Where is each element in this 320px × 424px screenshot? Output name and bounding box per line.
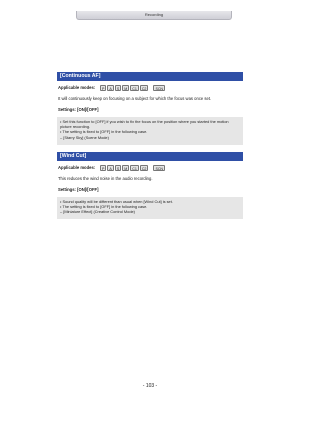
mode-scn-icon: SCN (155, 167, 164, 171)
note-line: • Sound quality will be different than usual when [Wind Cut] is set. (60, 199, 173, 204)
mode-scn-icon: SCN (155, 87, 164, 91)
mode-c1-icon: C1 (132, 167, 137, 171)
mode-c2-icon: C2 (141, 87, 147, 91)
chapter-header: Recording (76, 11, 232, 20)
section-description: This reduces the wind noise in the audio recording. (58, 176, 153, 181)
settings-line: Settings: [ON]/[OFF] (58, 107, 99, 112)
section-title-continuous-af: [Continuous AF] (57, 72, 243, 81)
note-line: – [Miniature Effect] (Creative Control Mode) (60, 209, 135, 215)
page-number: - 103 - (142, 383, 158, 389)
mode-icons (100, 165, 165, 171)
note-line: picture recording. (60, 124, 91, 130)
note-box (57, 117, 243, 145)
mode-s-icon: S (116, 167, 120, 171)
note-line: • The setting is fixed to [OFF] in the following case. (60, 129, 148, 135)
mode-m-icon: M (124, 87, 128, 91)
applicable-modes-label: Applicable modes: (58, 165, 96, 170)
mode-c1-icon: C1 (132, 87, 137, 91)
note-line: • The setting is fixed to [OFF] in the following case. (60, 204, 148, 210)
mode-a-icon: A (109, 167, 112, 171)
mode-s-icon: S (116, 87, 120, 91)
mode-c2-icon: C2 (141, 167, 147, 171)
mode-a-icon: A (109, 87, 112, 91)
mode-p-icon: P (102, 87, 105, 91)
mode-m-icon: M (124, 167, 128, 171)
applicable-modes-label: Applicable modes: (58, 85, 96, 90)
settings-line: Settings: [ON]/[OFF] (58, 187, 99, 192)
section-title-wind-cut: [Wind Cut] (57, 152, 243, 161)
note-line: • Set this function to [OFF] if you wish to fix the focus on the position where you started the motion (60, 119, 229, 124)
mode-icons (100, 85, 165, 91)
mode-p-icon: P (102, 167, 105, 171)
section-description: It will continuously keep on focusing on a subject for which the focus was once set. (58, 96, 212, 101)
note-line: – [Starry Sky] (Scene Mode) (60, 134, 109, 140)
note-box (57, 197, 243, 219)
